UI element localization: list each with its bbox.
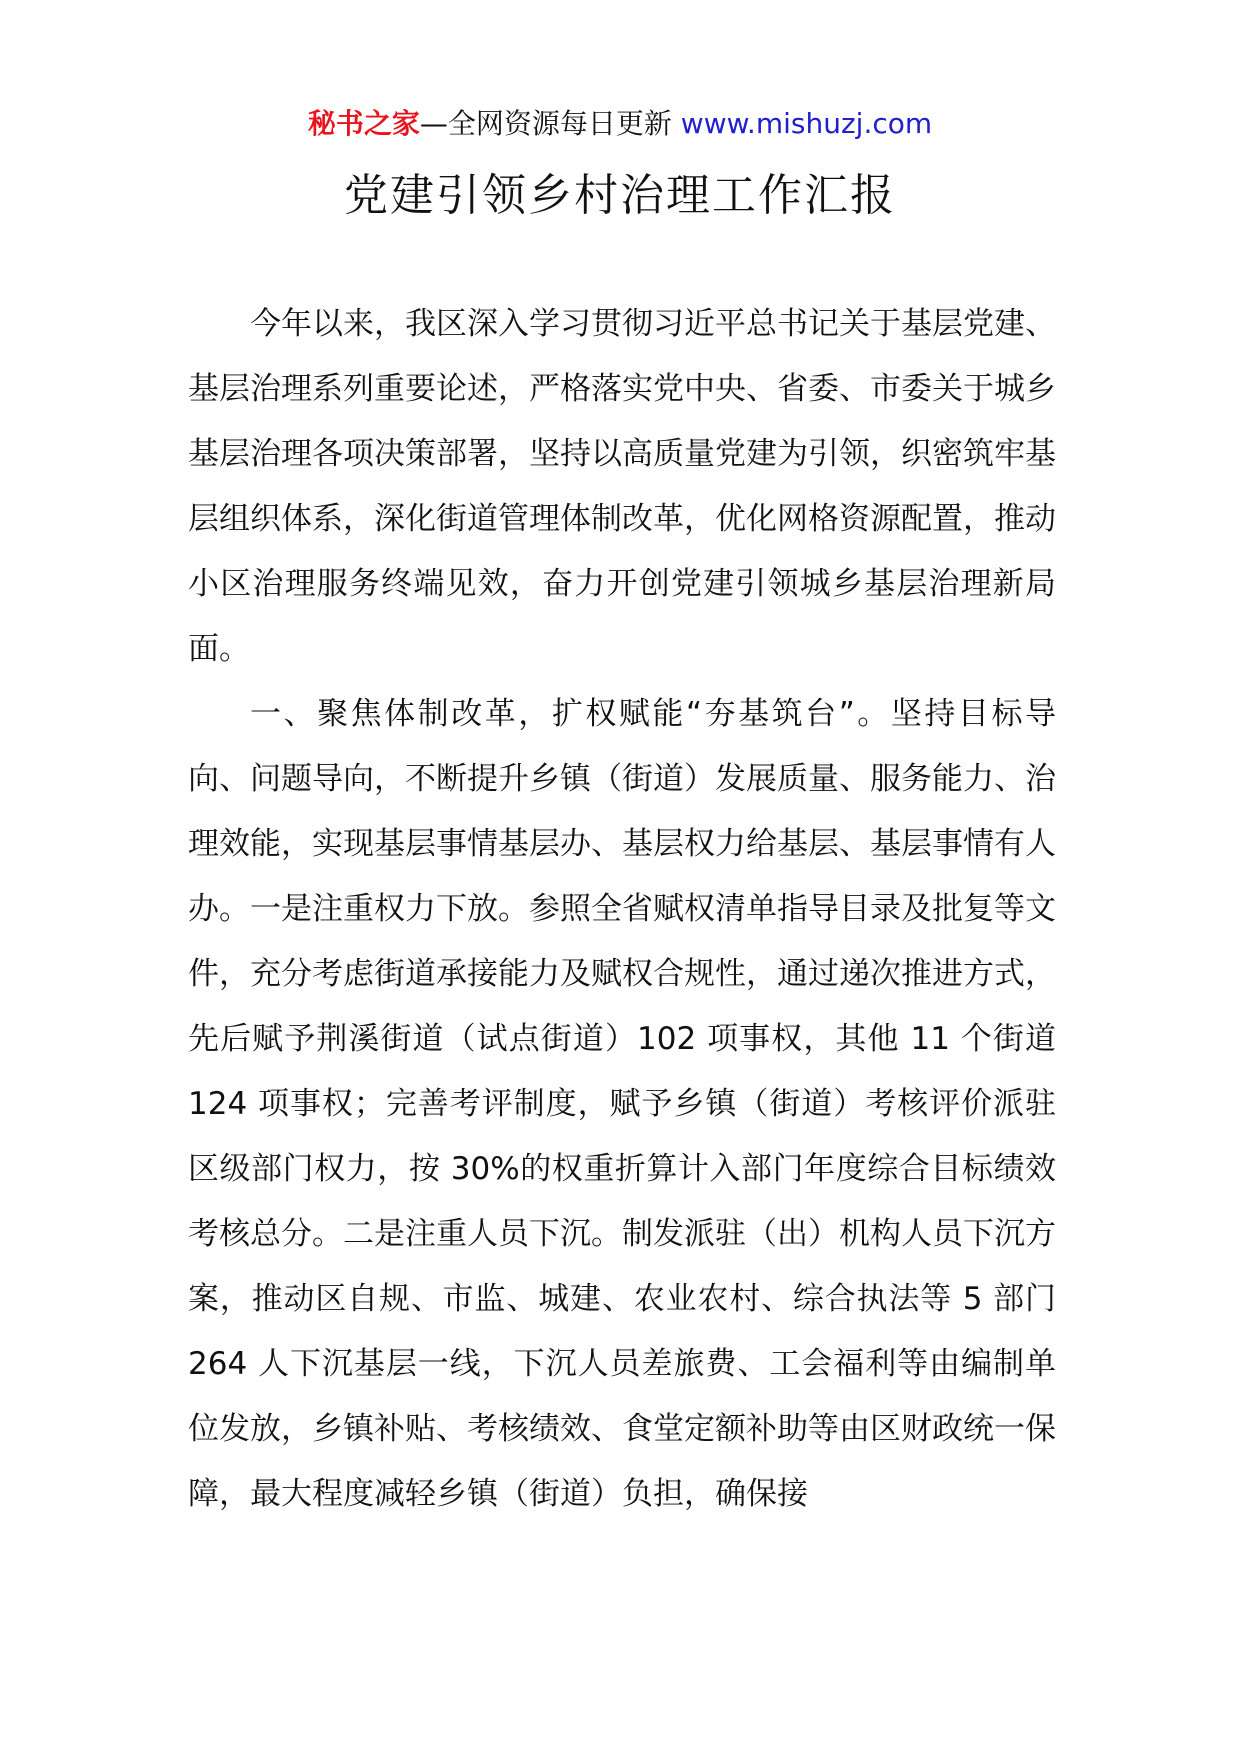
paragraph-section-one: 一、聚焦体制改革，扩权赋能“夯基筑台”。坚持目标导向、问题导向，不断提升乡镇（街道）发展质量、服务能力、治理效能，实现基层事情基层办、基层权力给基层、基层事情有人办。一是注重权力下放。参照全省赋权清单指导目录及批复等文件，充分考虑街道承接能力及赋权合规性，通过递次推进方式，先后赋予荆溪街道（试点街道）102 项事权，其他 11 个街道 124 项事权；完善考评制度，赋予乡镇（街道）考核评价派驻区级部门权力，按 30%的权重折算计入部门年度综合目标绩效考核总分。二是注重人员下沉。制发派驻（出）机构人员下沉方案，推动区自规、市监、城建、农业农村、综合执法等 5 部门 264 人下沉基层一线，下沉人员差旅费、工会福利等由编制单位发放，乡镇补贴、考核绩效、食堂定额补助等由区财政统一保障，最大程度减轻乡镇（街道）负担，确保接 bbox=[188, 696, 1056, 1512]
header-tagline: —全网资源每日更新 bbox=[419, 107, 672, 140]
brand-name: 秘书之家 bbox=[307, 107, 420, 140]
site-header bbox=[0, 100, 1240, 148]
paragraph-intro: 今年以来，我区深入学习贯彻习近平总书记关于基层党建、基层治理系列重要论述，严格落实党中央、省委、市委关于城乡基层治理各项决策部署，坚持以高质量党建为引领，织密筑牢基层组织体系，深化街道管理体制改革，优化网格资源配置，推动小区治理服务终端见效，奋力开创党建引领城乡基层治理新局面。 bbox=[188, 306, 1056, 667]
document-title: 党建引领乡村治理工作汇报 bbox=[344, 170, 896, 221]
site-url-link[interactable]: www.mishuzj.com bbox=[680, 107, 933, 140]
document-body bbox=[188, 292, 1056, 1527]
